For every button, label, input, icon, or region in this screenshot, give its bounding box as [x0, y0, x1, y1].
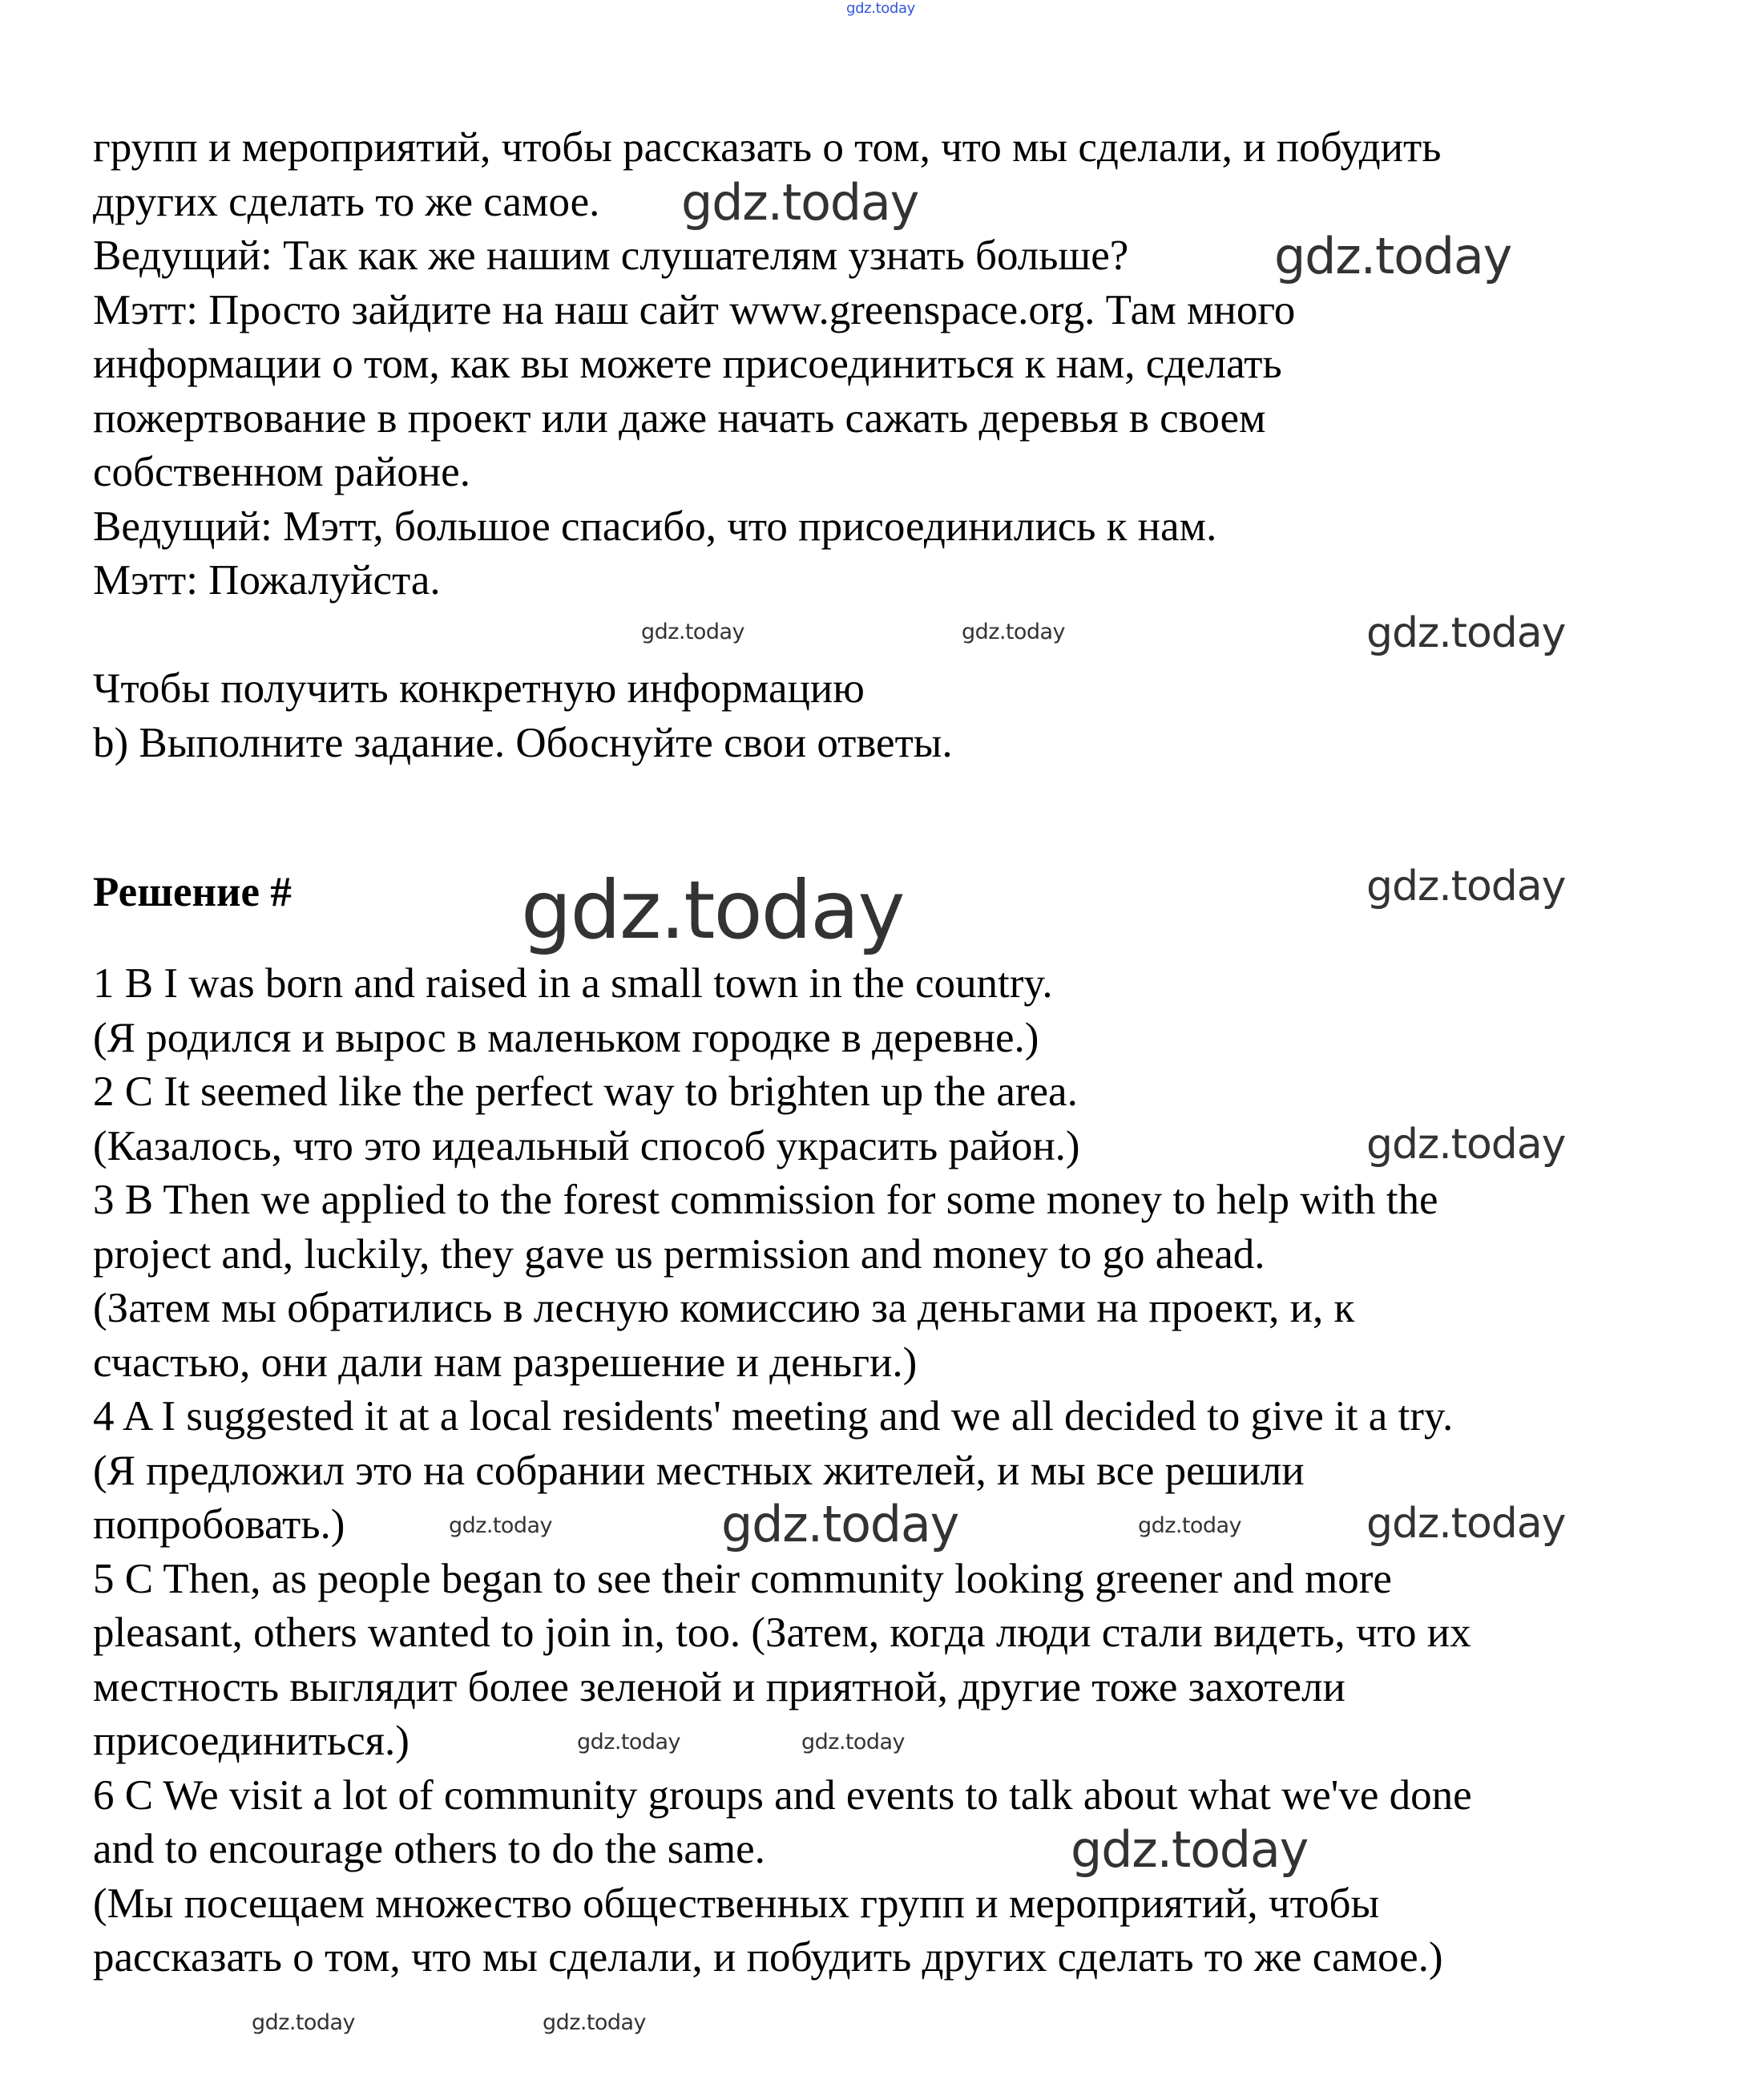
watermark: gdz.today	[801, 1730, 905, 1755]
watermark: gdz.today	[449, 1513, 552, 1538]
solution-line: попробовать.)	[93, 1501, 345, 1548]
solution-line: and to encourage others to do the same.	[93, 1826, 765, 1872]
task-line: Чтобы получить конкретную информацию	[93, 665, 865, 712]
solution-line: pleasant, others wanted to join in, too. (Затем, когда люди стали видеть, что их	[93, 1609, 1471, 1656]
solution-line: (Я предложил это на собрании местных жителей, и мы все решили	[93, 1447, 1305, 1494]
solution-line: присоединиться.)	[93, 1718, 410, 1764]
text-line: Ведущий: Мэтт, большое спасибо, что присоединились к нам.	[93, 503, 1217, 550]
text-line: Мэтт: Пожалуйста.	[93, 557, 441, 604]
text-line: других сделать то же самое.	[93, 178, 600, 225]
watermark: gdz.today	[846, 0, 915, 17]
text-line: Ведущий: Так как же нашим слушателям узнать больше?	[93, 232, 1129, 279]
text-line: Мэтт: Просто зайдите на наш сайт www.greenspace.org. Там много	[93, 286, 1296, 333]
watermark: gdz.today	[1071, 1820, 1309, 1879]
watermark: gdz.today	[577, 1730, 680, 1755]
watermark: gdz.today	[1366, 609, 1566, 657]
watermark: gdz.today	[1138, 1513, 1241, 1538]
watermark: gdz.today	[721, 1495, 959, 1553]
solution-heading: Решение #	[93, 869, 292, 915]
solution-line: 1 B I was born and raised in a small town in the country.	[93, 960, 1053, 1007]
solution-line: (Казалось, что это идеальный способ украсить район.)	[93, 1122, 1080, 1169]
solution-line: 4 A I suggested it at a local residents' meeting and we all decided to give it a try.	[93, 1393, 1454, 1440]
text-line: собственном районе.	[93, 449, 470, 495]
solution-line: (Я родился и вырос в маленьком городке в деревне.)	[93, 1014, 1039, 1061]
solution-line: 5 C Then, as people began to see their community looking greener and more	[93, 1555, 1392, 1602]
task-line: b) Выполните задание. Обоснуйте свои ответы.	[93, 719, 953, 766]
watermark: gdz.today	[1366, 1500, 1566, 1548]
solution-line: местность выглядит более зеленой и приятной, другие тоже захотели	[93, 1663, 1346, 1710]
solution-line: рассказать о том, что мы сделали, и побудить других сделать то же самое.)	[93, 1934, 1443, 1981]
watermark: gdz.today	[521, 863, 904, 957]
watermark: gdz.today	[962, 620, 1065, 644]
watermark: gdz.today	[543, 2010, 646, 2035]
watermark: gdz.today	[681, 173, 919, 232]
text-line: информации о том, как вы можете присоединиться к нам, сделать	[93, 341, 1282, 387]
solution-line: project and, luckily, they gave us permission and money to go ahead.	[93, 1230, 1265, 1278]
solution-line: 2 C It seemed like the perfect way to brighten up the area.	[93, 1068, 1078, 1115]
solution-line: (Затем мы обратились в лесную комиссию за деньгами на проект, и, к	[93, 1285, 1355, 1331]
text-line: пожертвование в проект или даже начать сажать деревья в своем	[93, 394, 1266, 442]
watermark: gdz.today	[1366, 862, 1566, 911]
solution-line: 3 B Then we applied to the forest commission for some money to help with the	[93, 1177, 1438, 1223]
watermark: gdz.today	[1366, 1121, 1566, 1169]
text-line: групп и мероприятий, чтобы рассказать о том, что мы сделали, и побудить	[93, 124, 1442, 171]
watermark: gdz.today	[252, 2010, 355, 2035]
watermark: gdz.today	[641, 620, 744, 644]
watermark: gdz.today	[1274, 227, 1512, 285]
solution-line: 6 C We visit a lot of community groups and events to talk about what we've done	[93, 1771, 1472, 1819]
solution-line: (Мы посещаем множество общественных групп и мероприятий, чтобы	[93, 1880, 1380, 1927]
solution-line: счастью, они дали нам разрешение и деньги.)	[93, 1339, 918, 1386]
